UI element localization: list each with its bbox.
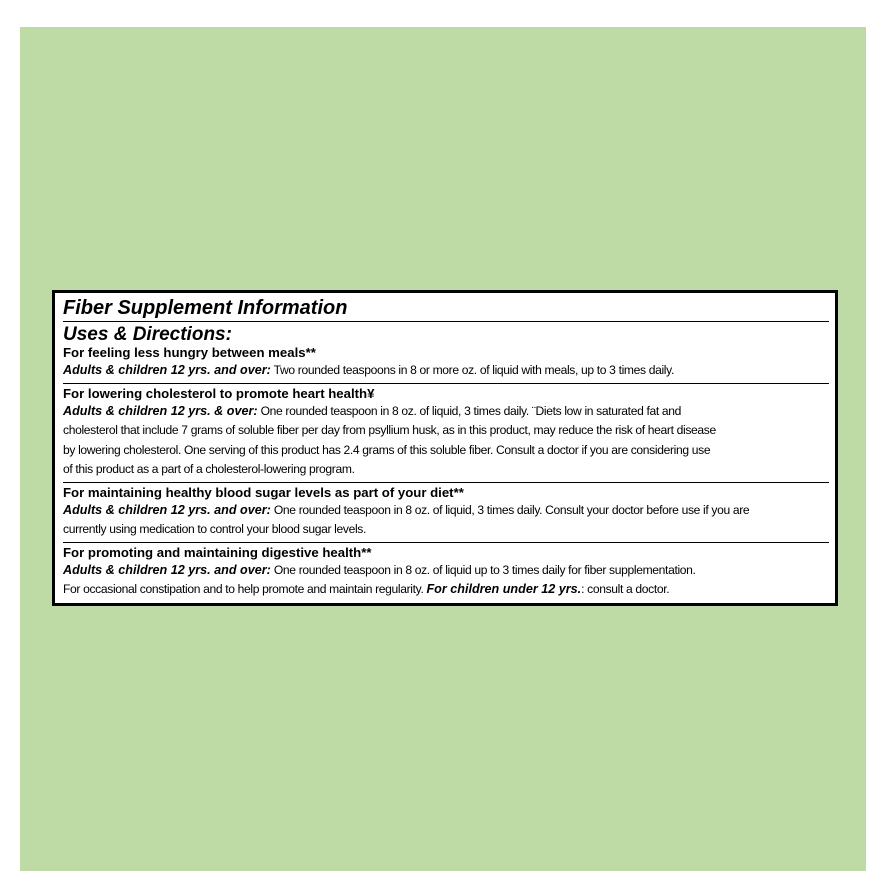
panel-title: Fiber Supplement Information xyxy=(63,297,829,322)
supplement-info-panel xyxy=(52,290,838,606)
dosage-lead: Adults & children 12 yrs. and over: xyxy=(63,502,271,517)
section-hunger xyxy=(63,345,829,384)
section-body xyxy=(63,361,829,381)
section-heading: For feeling less hungry between meals** xyxy=(63,345,316,360)
body-line: currently using medication to control your blood sugar levels. xyxy=(63,522,366,536)
section-blood-sugar xyxy=(63,485,829,543)
section-body xyxy=(63,402,829,480)
dosage-lead: Adults & children 12 yrs. & over: xyxy=(63,403,258,418)
body-line: For occasional constipation and to help promote and maintain regularity. xyxy=(63,582,427,596)
section-heading: For lowering cholesterol to promote heart health¥ xyxy=(63,385,375,401)
body-line: One rounded teaspoon in 8 oz. of liquid, 3 times daily. ¨Diets low in saturated fat and xyxy=(257,403,681,418)
children-warning-text: : consult a doctor. xyxy=(581,582,670,596)
section-cholesterol xyxy=(63,386,829,483)
section-body xyxy=(63,561,829,600)
body-line: Two rounded teaspoons in 8 or more oz. of liquid with meals, up to 3 times daily. xyxy=(270,363,674,377)
body-line: One rounded teaspoon in 8 oz. of liquid, 3 times daily. Consult your doctor before use if you are xyxy=(270,502,750,517)
body-line: cholesterol that include 7 grams of soluble fiber per day from psyllium husk, as in this product, may reduce the risk of heart disease xyxy=(63,423,716,437)
uses-directions-heading: Uses & Directions: xyxy=(63,324,232,345)
children-warning: For children under 12 yrs. xyxy=(426,582,582,596)
body-line: by lowering cholesterol. One serving of this product has 2.4 grams of this soluble fiber. Consult a doctor if you are considering use xyxy=(63,442,711,457)
body-line: of this product as a part of a cholesterol-lowering program. xyxy=(63,462,355,476)
dosage-lead: Adults & children 12 yrs. and over: xyxy=(63,562,271,577)
section-heading: For promoting and maintaining digestive health** xyxy=(63,544,372,560)
section-heading: For maintaining healthy blood sugar levels as part of your diet** xyxy=(63,484,464,500)
body-line: One rounded teaspoon in 8 oz. of liquid up to 3 times daily for fiber supplementation. xyxy=(270,562,696,577)
dosage-lead: Adults & children 12 yrs. and over: xyxy=(63,363,271,377)
section-body xyxy=(63,501,829,540)
section-digestive xyxy=(63,545,829,602)
